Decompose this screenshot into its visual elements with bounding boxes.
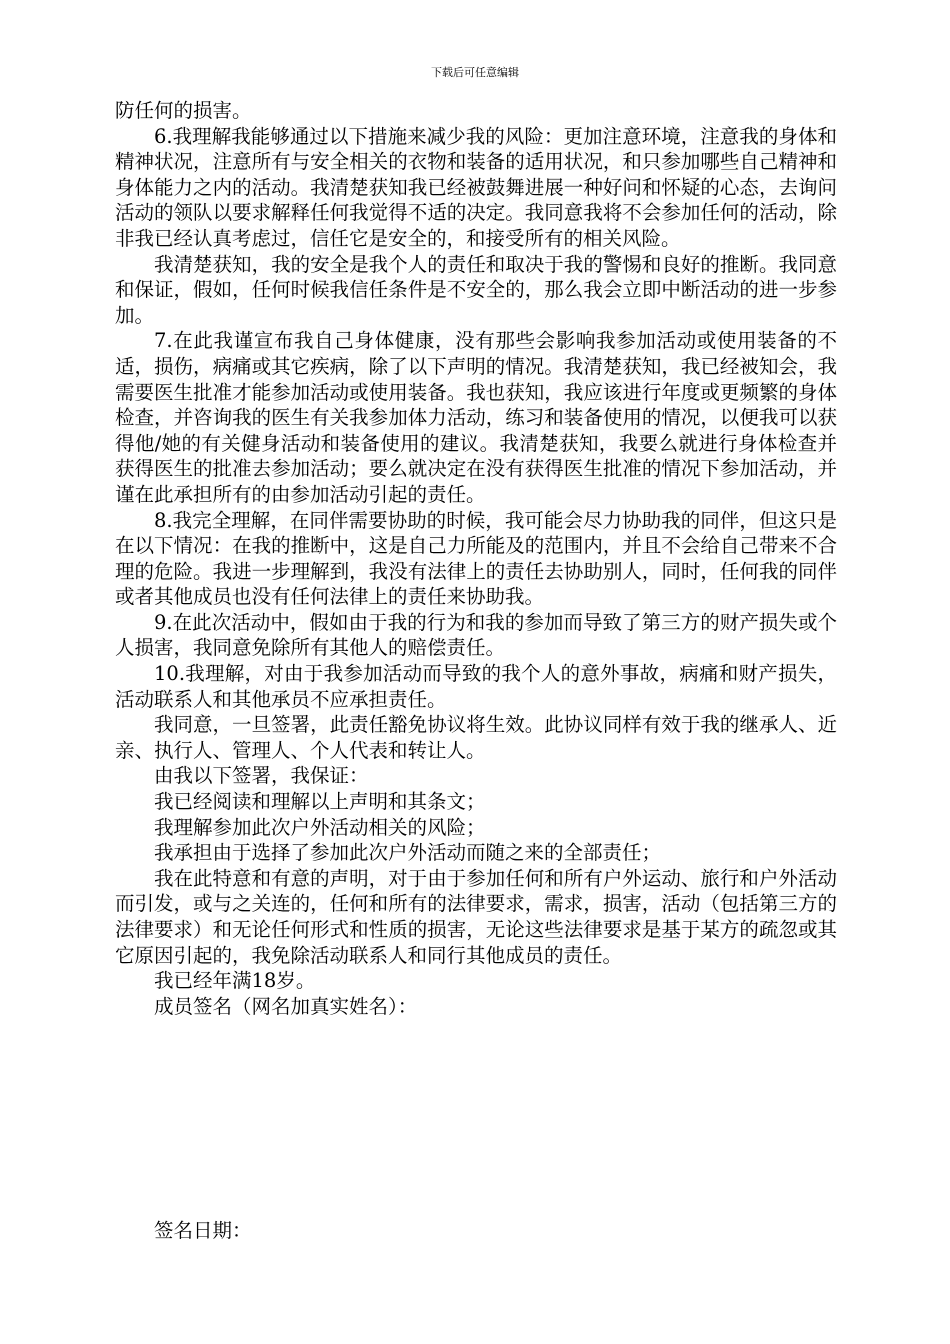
paragraph-safety-responsibility: 我清楚获知，我的安全是我个人的责任和取决于我的警惕和良好的推断。我同意和保证，假如，任何时候我信任条件是不安全的，那么我会立即中断活动的进一步参加。 (115, 252, 837, 327)
paragraph-guarantee-risk: 我理解参加此次户外活动相关的风险； (154, 815, 486, 839)
paragraph-guarantee-liability: 我承担由于选择了参加此次户外活动而随之来的全部责任； (154, 841, 662, 865)
paragraph-clause-10: 10.我理解，对由于我参加活动而导致的我个人的意外事故，病痛和财产损失，活动联系人和其他承员不应承担责任。 (115, 662, 837, 711)
paragraph-guarantee-intro: 由我以下签署，我保证： (154, 764, 369, 788)
paragraph-age-declaration: 我已经年满18岁。 (154, 969, 316, 993)
signature-date-label: 签名日期： (154, 1219, 252, 1242)
paragraph-guarantee-read: 我已经阅读和理解以上声明和其条文； (154, 790, 486, 814)
paragraph-clause-7: 7.在此我谨宣布我自己身体健康，没有那些会影响我参加活动或使用装备的不适，损伤，病痛或其它疾病，除了以下声明的情况。我清楚获知，我已经被知会，我需要医生批准才能参加活动或使用装备。我也获知，我应该进行年度或更频繁的身体检查，并咨询我的医生有关我参加体力活动，练习和装备使用的情况，以便我可以获得他/她的有关健身活动和装备使用的建议。我清楚获知，我要么就进行身体检查并获得医生的批准去参加活动；要么就决定在没有获得医生批准的情况下参加活动，并谨在此承担所有的由参加活动引起的责任。 (115, 329, 837, 506)
paragraph: 防任何的损害。 (115, 99, 252, 122)
paragraph-clause-8: 8.我完全理解，在同伴需要协助的时候，我可能会尽力协助我的同伴，但这只是在以下情况：在我的推断中，这是自己力所能及的范围内，并且不会给自己带来不合理的危险。我进一步理解到，我没有法律上的责任去协助别人，同时，任何我的同伴或者其他成员也没有任何法律上的责任来协助我。 (115, 508, 837, 609)
page-header: 下载后可任意编辑 (431, 66, 519, 79)
member-signature-label: 成员签名（网名加真实姓名）： (154, 994, 418, 1018)
document-body (115, 98, 837, 1019)
paragraph-release-declaration: 我在此特意和有意的声明，对于由于参加任何和所有户外运动、旅行和户外活动而引发，或与之关连的，任何和所有的法律要求，需求，损害，活动（包括第三方的法律要求）和无论任何形式和性质的损害，无论这些法律要求是基于某方的疏忽或其它原因引起的，我免除活动联系人和同行其他成员的责任。 (115, 866, 837, 967)
paragraph-clause-6: 6.我理解我能够通过以下措施来减少我的风险：更加注意环境，注意我的身体和精神状况，注意所有与安全相关的衣物和装备的适用状况，和只参加哪些自己精神和身体能力之内的活动。我清楚获知我已经被鼓舞进展一种好问和怀疑的心态，去询问活动的领队以要求解释任何我觉得不适的决定。我同意我将不会参加任何的活动，除非我已经认真考虑过，信任它是安全的，和接受所有的相关风险。 (115, 124, 837, 250)
paragraph-agreement-effect: 我同意，一旦签署，此责任豁免协议将生效。此协议同样有效于我的继承人、近亲、执行人、管理人、个人代表和转让人。 (115, 713, 837, 762)
paragraph-clause-9: 9.在此次活动中，假如由于我的行为和我的参加而导致了第三方的财产损失或个人损害，我同意免除所有其他人的赔偿责任。 (115, 610, 837, 660)
